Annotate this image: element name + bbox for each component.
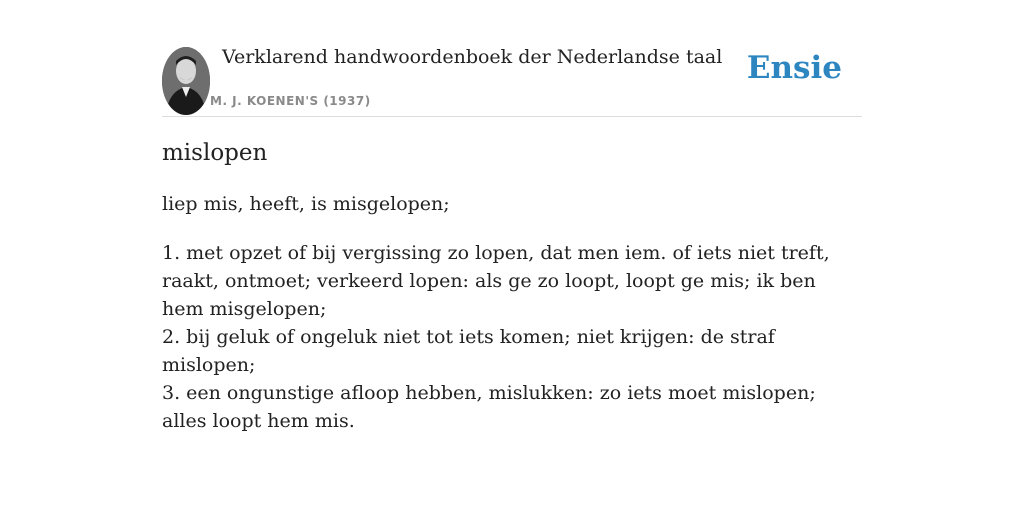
definition-sense-2: 2. bij geluk of ongeluk niet tot iets komen; niet krijgen: de straf mislopen;	[162, 326, 775, 376]
header	[162, 0, 862, 117]
page-container	[162, 0, 862, 432]
author-credit: M. J. KOENEN'S (1937)	[210, 94, 371, 108]
ensie-logo-link[interactable]: Ensie	[746, 50, 842, 86]
definition-sense-1: 1. met opzet of bij vergissing zo lopen, dat men iem. of iets niet treft, raakt, ontmoet; verkeerd lopen: als ge zo loopt, loopt ge mis; ik ben hem misgelopen;	[162, 242, 830, 320]
headword: mislopen	[162, 140, 268, 166]
definition-list	[162, 239, 862, 435]
book-title: Verklarend handwoordenboek der Nederlandse taal	[222, 46, 723, 68]
author-portrait	[162, 47, 210, 115]
inflected-forms: liep mis, heeft, is misgelopen;	[162, 193, 450, 215]
definition-sense-3: 3. een ongunstige afloop hebben, mislukken: zo iets moet mislopen; alles loopt hem mis.	[162, 382, 816, 432]
